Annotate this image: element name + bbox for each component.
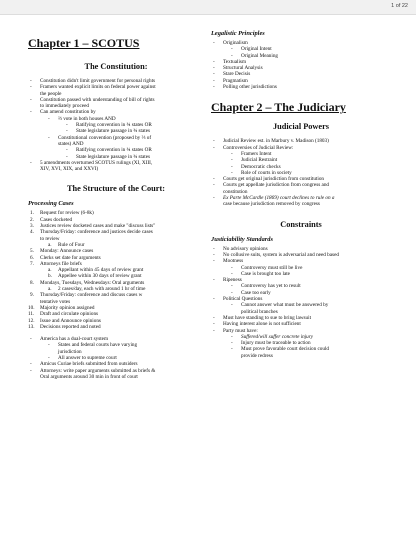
- list-item: [28, 166, 204, 172]
- list-marker: -: [48, 342, 50, 349]
- list-marker: 2.: [30, 216, 34, 223]
- list-text: America has a dual-court system: [40, 336, 108, 343]
- list-marker: -: [231, 163, 233, 170]
- list-text: Judicial Restraint: [241, 157, 278, 164]
- list-text: Original Meaning: [241, 52, 279, 59]
- list-marker: -: [213, 296, 215, 303]
- list-text: political branches: [241, 308, 278, 315]
- list-marker: -: [66, 147, 68, 154]
- list-text: Case too early: [241, 289, 271, 296]
- list-marker: -: [66, 153, 68, 160]
- list-text: Ratifying convention in ¾ states OR: [76, 147, 152, 154]
- list-text: 2 cases/day, each with around 1 hr of time: [58, 286, 146, 293]
- list-text: No collusive suits, system is adversarial and need based: [223, 251, 339, 258]
- list-marker: b.: [48, 273, 52, 280]
- chapter-2-title: Chapter 2 – The Judiciary: [211, 100, 346, 115]
- list-marker: -: [231, 283, 233, 290]
- list-text: Mootness: [223, 258, 244, 265]
- list-marker: a.: [48, 286, 52, 293]
- list-text: Oral arguments around 30 min in front of court: [40, 373, 138, 380]
- list-marker: -: [213, 182, 215, 189]
- constitution-heading: The Constitution:: [84, 62, 148, 71]
- list-marker: -: [231, 346, 233, 353]
- list-marker: 8.: [30, 279, 34, 286]
- list-marker: -: [30, 367, 32, 374]
- list-marker: -: [30, 336, 32, 343]
- list-marker: -: [231, 46, 233, 53]
- list-text: tentative votes: [40, 298, 71, 305]
- list-text: State legislature passage in ¾ states: [76, 153, 151, 160]
- list-marker: -: [213, 84, 215, 91]
- list-text: Justices review docketed cases and make "discuss lists": [40, 223, 156, 230]
- list-marker: 7.: [30, 260, 34, 267]
- list-text: Party must have:: [223, 327, 258, 334]
- list-text: Courts get appellate jurisdiction from congress and: [223, 182, 330, 189]
- list-marker: 6.: [30, 254, 34, 261]
- list-text: Thursday/Friday: conference and discuss cases w: [40, 292, 143, 299]
- list-marker: -: [213, 40, 215, 46]
- processing-cases-subheading: Processing Cases: [28, 200, 74, 208]
- left-column: [28, 30, 204, 380]
- list-text: States and federal courts have varying: [58, 342, 138, 349]
- list-marker: -: [231, 52, 233, 59]
- list-marker: -: [213, 138, 215, 145]
- list-text: Case is brought too late: [241, 270, 290, 277]
- list-text: Original Intent: [241, 46, 272, 53]
- list-marker: -: [213, 314, 215, 321]
- list-marker: -: [231, 302, 233, 309]
- judicial-powers-list: [211, 138, 391, 207]
- list-text: to immediately proceed: [40, 103, 89, 110]
- list-text: Must prove favorable court decision could: [241, 346, 330, 353]
- list-marker: -: [213, 58, 215, 65]
- list-marker: -: [231, 169, 233, 176]
- list-text: Stare Decisis: [223, 71, 251, 78]
- list-marker: 3.: [30, 223, 34, 230]
- legalistic-list: [211, 40, 391, 90]
- list-text: Textualism: [223, 58, 246, 65]
- list-text: constitution: [223, 188, 248, 195]
- list-text: Originalism: [223, 40, 248, 46]
- list-marker: -: [231, 270, 233, 277]
- list-marker: -: [30, 84, 32, 91]
- viewer-toolbar: [0, 0, 416, 15]
- list-marker: -: [30, 109, 32, 116]
- list-item: [211, 201, 391, 207]
- list-marker: -: [30, 361, 32, 368]
- list-marker: -: [231, 157, 233, 164]
- list-text: Pragmatism: [223, 77, 248, 84]
- list-marker: -: [30, 96, 32, 103]
- list-text: ⅔ vote in both houses AND: [58, 115, 116, 122]
- list-text: Thursday/Friday: conference and justices decide cases: [40, 229, 153, 236]
- list-marker: -: [231, 333, 233, 340]
- list-text: Political Questions: [223, 296, 263, 303]
- list-text: jurisdiction: [58, 348, 82, 355]
- list-marker: -: [213, 245, 215, 252]
- constraints-heading: Constraints: [280, 219, 322, 229]
- list-marker: -: [213, 195, 215, 202]
- list-text: Suffered/will suffer concrete injury: [241, 333, 314, 340]
- list-marker: -: [213, 176, 215, 183]
- list-marker: -: [231, 264, 233, 271]
- list-text: Majority opinion assigned: [40, 304, 95, 311]
- list-marker: -: [231, 289, 233, 296]
- list-marker: -: [213, 71, 215, 78]
- list-text: Clerks set date for arguments: [40, 254, 101, 261]
- list-text: Can amend constitution by: [40, 109, 96, 116]
- list-marker: 1.: [30, 210, 34, 217]
- list-marker: 10.: [28, 304, 35, 311]
- list-marker: 12.: [28, 317, 35, 324]
- list-marker: -: [30, 159, 32, 166]
- list-item: [211, 84, 391, 90]
- list-marker: -: [66, 128, 68, 135]
- list-text: Attorneys: write paper arguments submitted as briefs &: [40, 367, 156, 374]
- list-marker: 11.: [28, 311, 35, 318]
- list-text: the people: [40, 90, 62, 97]
- court-system-list: [28, 336, 204, 380]
- list-marker: 9.: [30, 292, 34, 299]
- judicial-powers-heading: Judicial Powers: [273, 122, 329, 132]
- list-text: Ex Parte McCardle (1869) court declines to rule on a: [223, 195, 335, 202]
- list-text: Democratic checks: [241, 163, 281, 170]
- list-text: states) AND: [58, 140, 84, 147]
- list-marker: -: [48, 134, 50, 141]
- list-marker: a.: [48, 241, 52, 248]
- list-marker: -: [213, 251, 215, 258]
- list-item: [28, 374, 204, 380]
- list-text: Attorneys file briefs: [40, 260, 82, 267]
- list-text: No advisory opinions: [223, 245, 268, 252]
- list-marker: -: [213, 258, 215, 265]
- list-marker: 4.: [30, 229, 34, 236]
- list-text: Ripeness: [223, 277, 242, 284]
- list-text: XIV, XVI, XIX, and XXVI): [40, 166, 99, 173]
- right-column: [211, 30, 391, 359]
- list-marker: a.: [48, 267, 52, 274]
- list-text: 5 amendments overturned SCOTUS rulings (XI, XIII,: [40, 159, 153, 166]
- list-text: Judicial Review est. in Marbury v. Madison (1803): [223, 138, 329, 145]
- list-text: All answer to supreme court: [58, 354, 117, 361]
- list-marker: -: [213, 77, 215, 84]
- list-text: Mondays, Tuesdays, Wednesdays: Oral arguments: [40, 279, 145, 286]
- chapter-1-title: Chapter 1 – SCOTUS: [28, 36, 140, 50]
- list-text: Request for review (6-8k): [40, 210, 94, 217]
- list-text: Injury must be traceable to action: [241, 340, 311, 347]
- list-marker: -: [213, 321, 215, 328]
- page-indicator: 1 of 22: [391, 3, 408, 9]
- list-text: Monday: Announce cases: [40, 248, 94, 255]
- list-text: Cases docketed: [40, 216, 73, 223]
- list-text: Controversy has yet to result: [241, 283, 301, 290]
- list-text: Cannot answer what must be answered by: [241, 302, 329, 309]
- list-text: to review: [40, 235, 60, 242]
- list-text: Controversies of Judicial Review:: [223, 144, 294, 151]
- list-text: Courts get original jurisdiction from constitution: [223, 176, 325, 183]
- list-text: Framers Intent: [241, 150, 272, 157]
- list-text: Framers wanted explicit limits on federal power against: [40, 84, 156, 91]
- list-marker: -: [48, 354, 50, 361]
- list-text: Decisions reported and noted: [40, 323, 101, 330]
- list-text: Constitutional convention (proposed by ⅔ of: [58, 134, 152, 141]
- structure-heading: The Structure of the Court:: [66, 184, 165, 194]
- list-text: Polling other jurisdictions: [223, 84, 277, 91]
- list-marker: -: [66, 122, 68, 129]
- list-text: Constitution passed with understanding of bill of rights: [40, 96, 155, 103]
- list-marker: 5.: [30, 248, 34, 255]
- list-text: Having interest alone is not sufficient: [223, 321, 301, 328]
- list-text: Draft and circulate opinions: [40, 311, 99, 318]
- list-marker: -: [30, 78, 32, 84]
- list-text: Issue and Announce opinions: [40, 317, 101, 324]
- list-marker: 13.: [28, 323, 35, 330]
- list-text: Appellant within 45 days of review grant: [58, 267, 144, 274]
- list-text: Role of courts in society: [241, 169, 292, 176]
- list-marker: -: [213, 144, 215, 151]
- legalistic-principles-subheading: Legalistic Principles: [211, 30, 265, 37]
- list-marker: -: [213, 277, 215, 284]
- list-text: Appellee within 30 days of review grant: [58, 273, 142, 280]
- list-text: Ratifying convention in ¾ states OR: [76, 122, 152, 129]
- processing-cases-list: [28, 210, 204, 330]
- list-text: Controversy must still be live: [241, 264, 303, 271]
- list-text: provide redress: [241, 352, 273, 359]
- list-text: State legislature passage in ¾ states: [76, 128, 151, 135]
- list-marker: -: [231, 150, 233, 157]
- constitution-list: [28, 78, 204, 172]
- list-text: case because jurisdiction removed by congress: [223, 201, 320, 208]
- list-item: [28, 324, 204, 330]
- list-text: Constitution didn't limit government for personal rights: [40, 78, 156, 84]
- justiciability-list: [211, 246, 391, 359]
- list-marker: -: [213, 65, 215, 72]
- list-marker: -: [213, 327, 215, 334]
- justiciability-subheading: Justiciability Standards: [211, 235, 273, 243]
- list-text: Rule of Four: [58, 241, 85, 248]
- list-marker: -: [48, 115, 50, 122]
- list-marker: -: [231, 340, 233, 347]
- list-text: Amicus Curiae briefs submitted from outsiders: [40, 361, 138, 368]
- list-item: [211, 353, 391, 359]
- list-text: Structural Analysis: [223, 65, 263, 72]
- list-text: Must have standing to sue to bring lawsuit: [223, 314, 312, 321]
